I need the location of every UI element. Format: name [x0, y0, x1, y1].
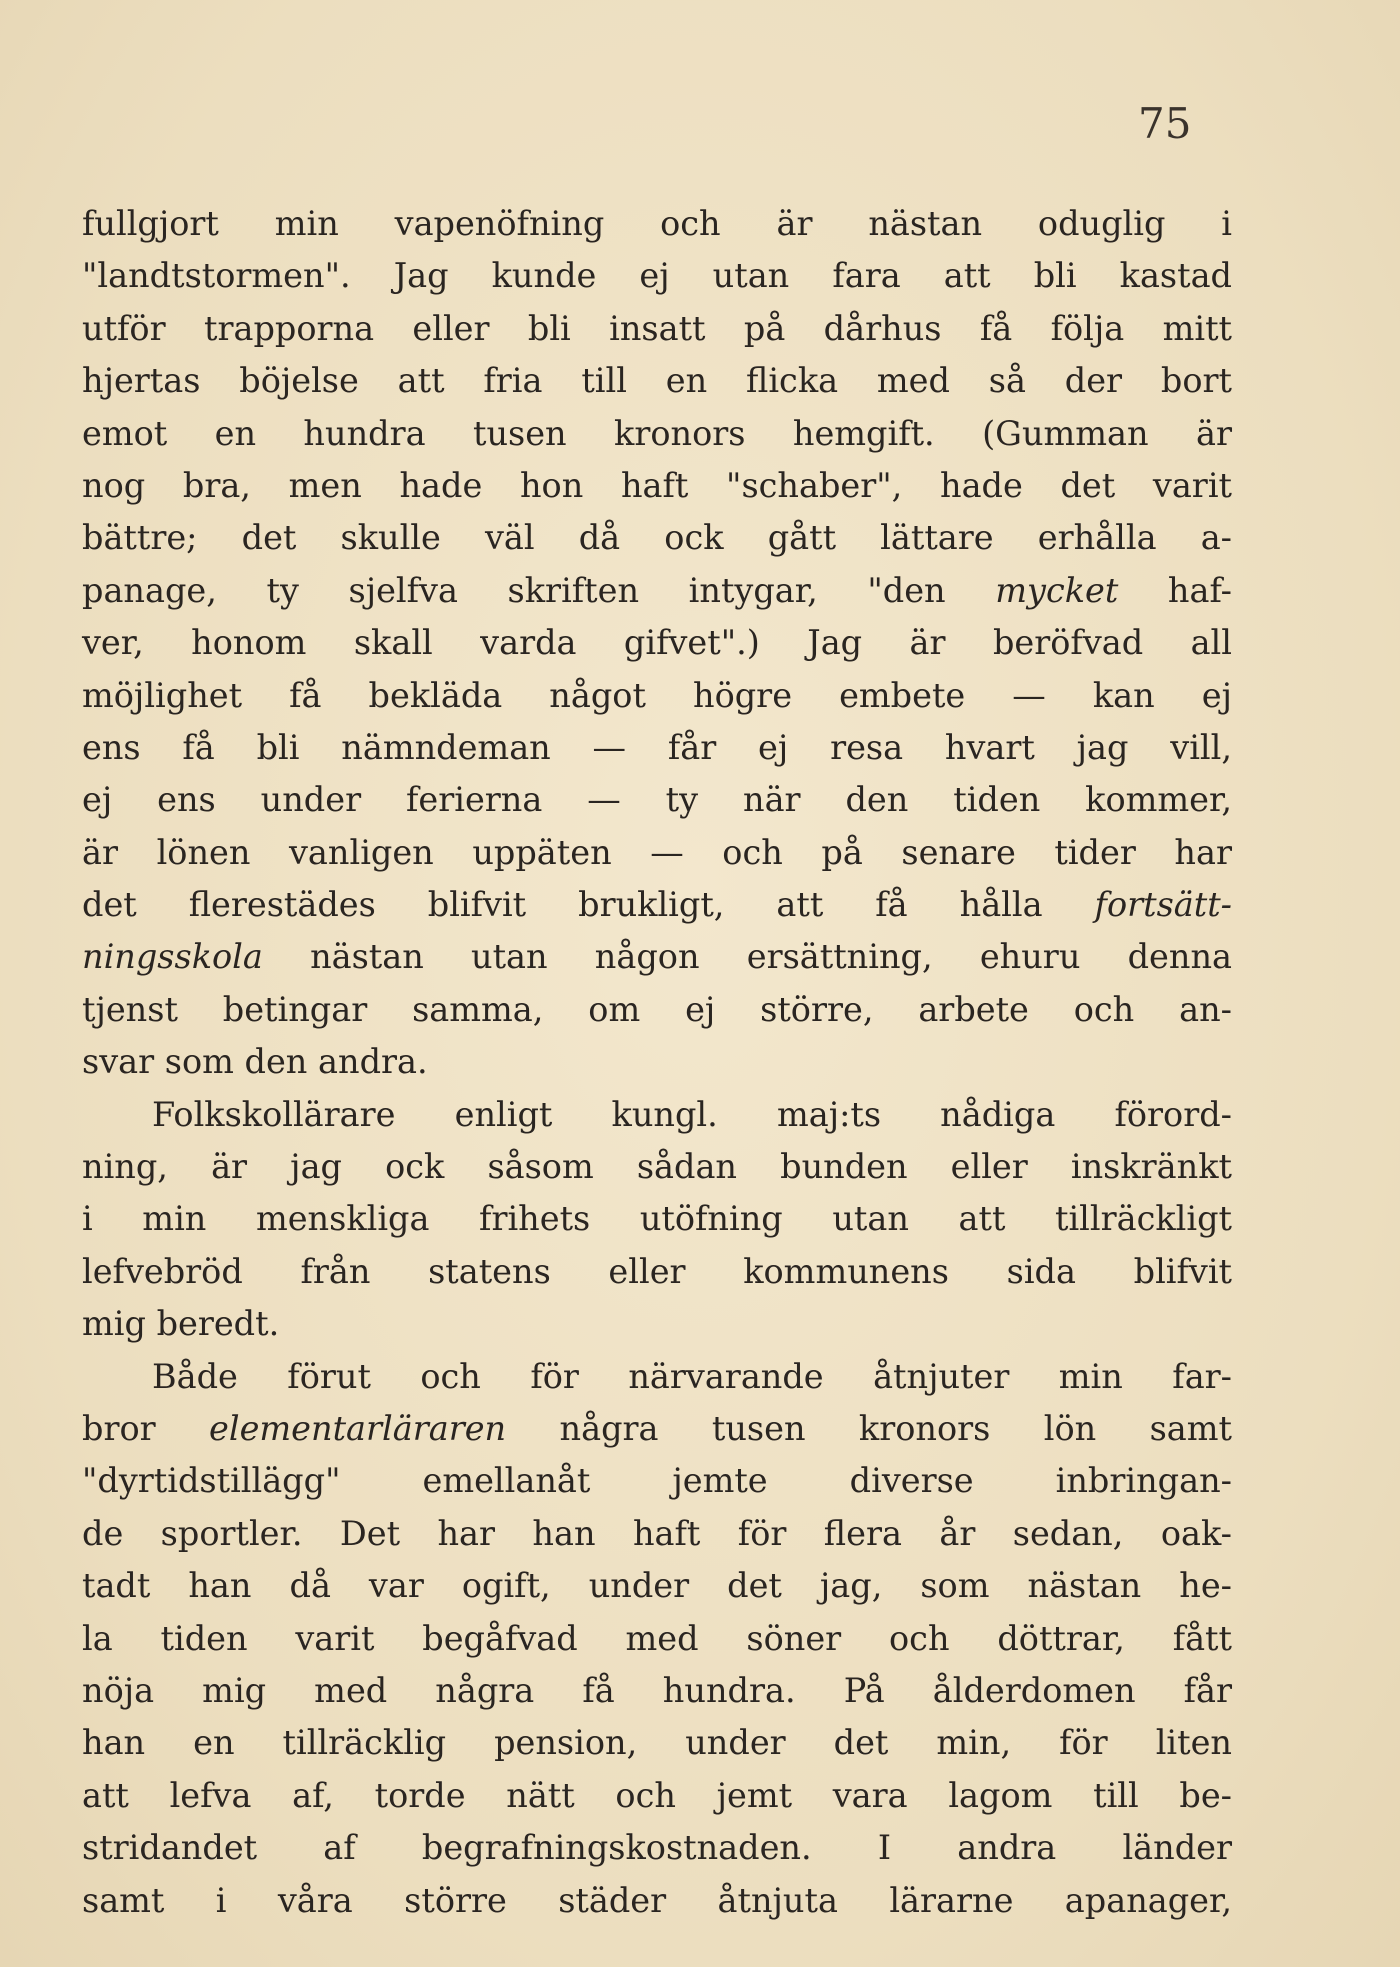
text-line: lefvebröd från statens eller kommunens sida blifvit	[82, 1251, 1232, 1291]
italic-word: fortsätt-	[1094, 885, 1232, 925]
text-line: stridandet af begrafningskostnaden. I andra länder	[82, 1828, 1232, 1868]
text-line: tadt han då var ogift, under det jag, som nästan he-	[82, 1566, 1232, 1606]
text-line: fullgjort min vapenöfning och är nästan oduglig i	[82, 204, 1232, 243]
text-line: "landtstormen". Jag kunde ej utan fara att bli kastad	[82, 256, 1232, 296]
text-line	[82, 931, 1232, 983]
text-segment: panage, ty sjelfva skriften intygar, "den	[82, 570, 996, 610]
text-line: i min menskliga frihets utöfning utan att tillräckligt	[82, 1199, 1232, 1239]
text-line: möjlighet få bekläda något högre embete — kan ej	[82, 675, 1232, 715]
page-number: 75	[1138, 99, 1192, 148]
body-text	[82, 198, 1232, 1927]
text-line: "dyrtidstillägg" emellanåt jemte diverse inbringan-	[82, 1461, 1232, 1501]
text-line	[82, 879, 1232, 931]
text-line: de sportler. Det har han haft för flera år sedan, oak-	[82, 1513, 1232, 1553]
text-segment: nästan utan någon ersättning, ehuru denna	[262, 937, 1232, 977]
text-line: nog bra, men hade hon haft "schaber", hade det varit	[82, 465, 1232, 505]
italic-word: mycket	[995, 570, 1119, 610]
text-line: nöja mig med några få hundra. På ålderdomen får	[82, 1670, 1232, 1710]
text-line: Både förut och för närvarande åtnjuter min far-	[152, 1356, 1232, 1396]
italic-word: ningsskola	[82, 937, 263, 977]
text-segment: bror	[82, 1408, 210, 1448]
italic-word: elementarläraren	[209, 1408, 507, 1448]
text-line: är lönen vanligen uppäten — och på senare tider har	[82, 832, 1232, 872]
text-line: svar som den andra.	[82, 1042, 428, 1082]
text-line: bättre; det skulle väl då ock gått lättare erhålla a-	[82, 518, 1232, 558]
text-line	[82, 565, 1232, 617]
text-line: ens få bli nämndeman — får ej resa hvart jag vill,	[82, 727, 1232, 767]
text-line: mig beredt.	[82, 1304, 280, 1344]
text-line: Folkskollärare enligt kungl. maj:ts nådiga förord-	[152, 1094, 1232, 1134]
text-line: ning, är jag ock såsom sådan bunden eller inskränkt	[82, 1147, 1232, 1187]
text-line: samt i våra större städer åtnjuta lärarne apanager,	[82, 1880, 1232, 1920]
text-line: utför trapporna eller bli insatt på dårhus få följa mitt	[82, 308, 1232, 348]
text-line: han en tillräcklig pension, under det min, för liten	[82, 1723, 1232, 1763]
text-line: att lefva af, torde nätt och jemt vara lagom till be-	[82, 1775, 1232, 1815]
text-line: ej ens under ferierna — ty när den tiden kommer,	[82, 780, 1232, 820]
text-line: emot en hundra tusen kronors hemgift. (Gumman är	[82, 413, 1232, 453]
text-line	[82, 1403, 1232, 1455]
text-line: la tiden varit begåfvad med söner och döttrar, fått	[82, 1618, 1232, 1658]
text-segment: det flerestädes blifvit brukligt, att få hålla	[82, 885, 1095, 925]
text-line: hjertas böjelse att fria till en flicka med så der bort	[82, 361, 1232, 401]
text-segment: några tusen kronors lön samt	[506, 1408, 1232, 1448]
text-segment: haf-	[1118, 570, 1232, 610]
text-line: tjenst betingar samma, om ej större, arbete och an-	[82, 989, 1232, 1029]
text-line: ver, honom skall varda gifvet".) Jag är beröfvad all	[82, 623, 1232, 663]
